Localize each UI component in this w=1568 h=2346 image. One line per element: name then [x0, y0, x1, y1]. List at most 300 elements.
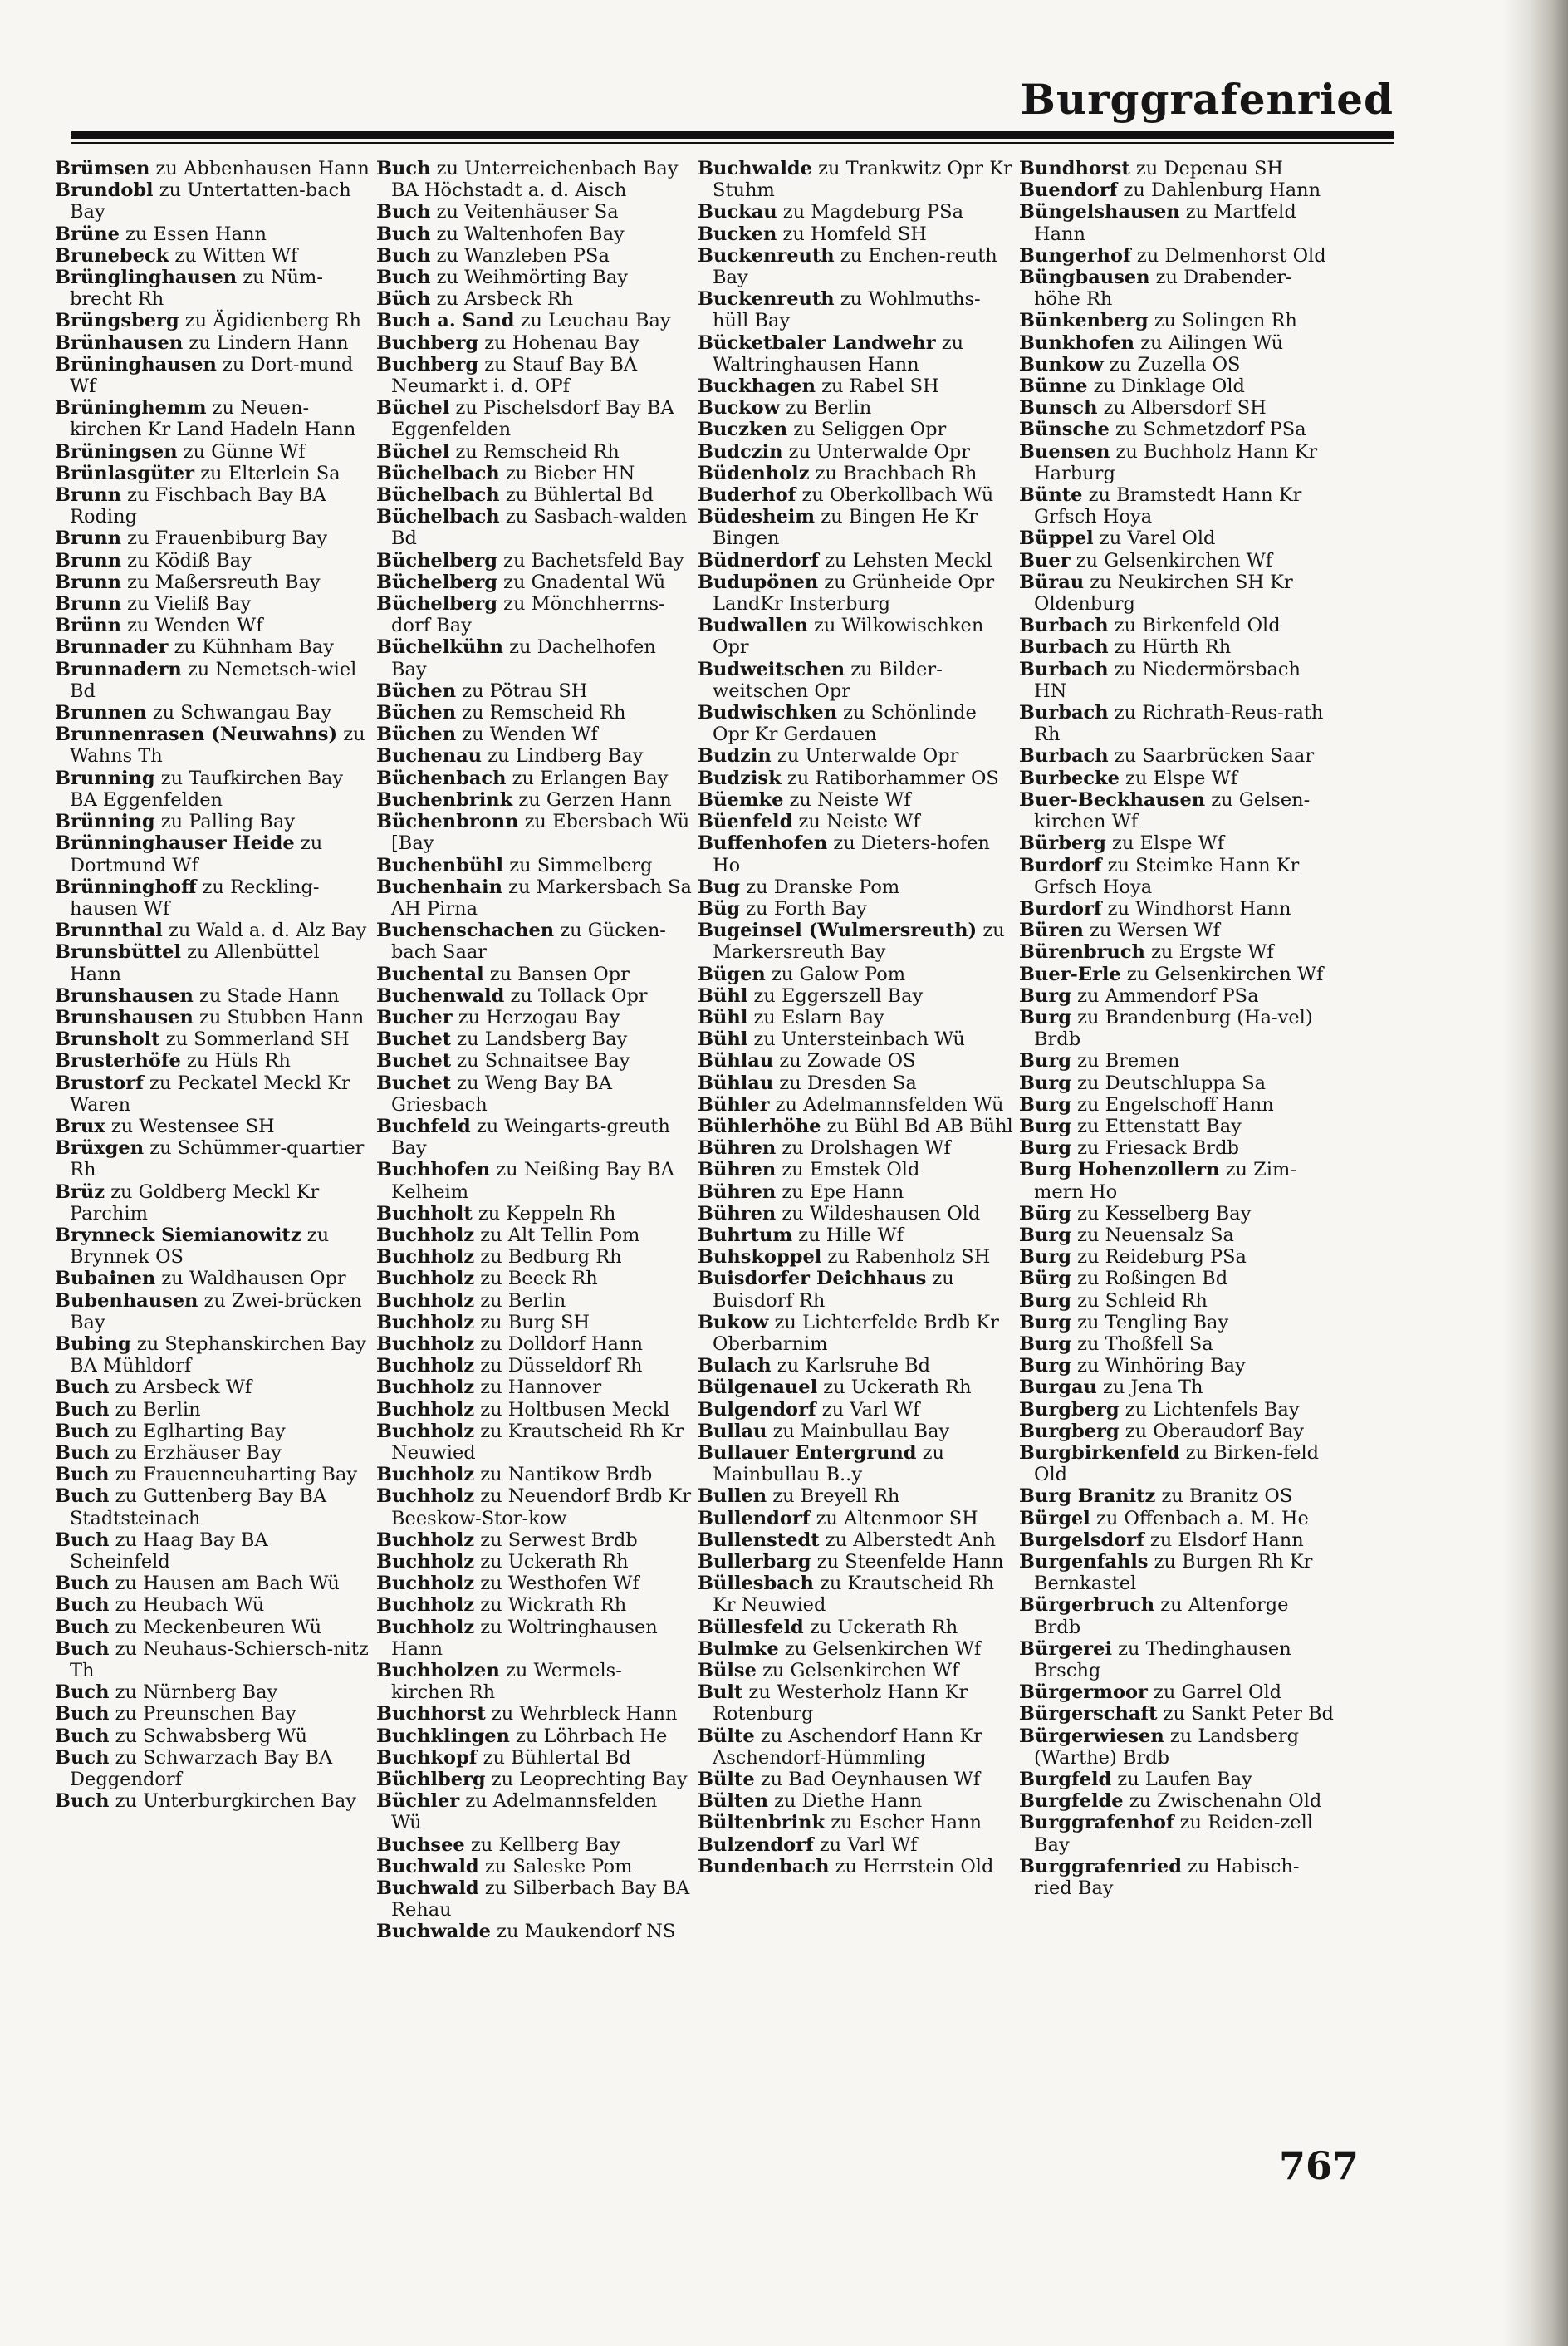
entry-location: zu Goldberg Meckl Kr Parchim [70, 1180, 320, 1225]
entry-headword: Bulgendorf [698, 1398, 816, 1421]
entry-location: zu Stephanskirchen Bay BA Mühldorf [70, 1333, 366, 1377]
entry-headword: Büdesheim [698, 506, 816, 528]
entry [55, 1028, 371, 1050]
entry-location: zu Zowade OS [773, 1050, 916, 1072]
entry [1019, 1137, 1335, 1159]
entry-location: zu Dolldorf Hann [474, 1333, 643, 1355]
entry [1019, 1769, 1335, 1790]
entry [376, 441, 693, 463]
entry-location: zu Gelsenkirchen Wf [778, 1637, 982, 1660]
entry-location: zu Eslarn Bay [747, 1006, 884, 1028]
entry-headword: Burgfeld [1019, 1769, 1112, 1791]
entry [1019, 1246, 1335, 1268]
entry [698, 1312, 1014, 1355]
entry-headword: Bukow [698, 1311, 769, 1333]
entry [1019, 1421, 1335, 1442]
entry-headword: Burg Branitz [1019, 1485, 1156, 1508]
entry-location: zu Leoprechting Bay [485, 1769, 688, 1791]
entry-location: zu Zwischenahn Old [1123, 1790, 1322, 1813]
entry-headword: Büchelberg [376, 549, 497, 572]
entry-location: zu Richrath-Reus-rath Rh [1034, 702, 1324, 746]
entry-location: zu Weng Bay BA Griesbach [391, 1072, 613, 1116]
entry-location: zu Neuensalz Sa [1071, 1224, 1234, 1246]
entry-headword: Burg [1019, 1006, 1071, 1028]
entry-location: zu Bedburg Rh [474, 1246, 622, 1269]
entry-headword: Brux [55, 1115, 105, 1137]
entry [698, 1442, 1014, 1485]
entry-location: zu Burg SH [474, 1311, 590, 1333]
entry-headword: Budweitschen [698, 658, 845, 680]
entry [376, 1246, 693, 1268]
entry-headword: Buffenhofen [698, 832, 828, 855]
entry [1019, 659, 1335, 702]
entry [1019, 1072, 1335, 1094]
entry [1019, 1355, 1335, 1377]
entry [376, 1268, 693, 1289]
entry [698, 615, 1014, 658]
entry-headword: Buisdorfer Deichhaus [698, 1268, 927, 1290]
entry-headword: Buchenwald [376, 984, 505, 1007]
entry-location: zu Alt Tellin Pom [474, 1224, 640, 1246]
entry-location: zu Gelsen-kirchen Wf [1034, 788, 1311, 833]
entry-headword: Bulmke [698, 1637, 779, 1660]
entry [698, 702, 1014, 745]
entry [376, 1877, 693, 1921]
entry-headword: Büchel [376, 440, 450, 463]
entry-location: zu Rabel SH [816, 375, 939, 398]
entry-location: zu Stauf Bay BA Neumarkt i. d. OPf [391, 353, 638, 398]
entry-headword: Büemke [698, 788, 784, 811]
entry-headword: Bühl [698, 1028, 748, 1051]
entry-location: zu Silberbach Bay BA Rehau [391, 1877, 690, 1921]
entry-headword: Bunkow [1019, 353, 1104, 375]
entry [55, 267, 371, 310]
entry [1019, 1312, 1335, 1333]
entry [698, 1638, 1014, 1660]
entry-headword: Buch [55, 1616, 110, 1638]
entry [698, 1050, 1014, 1072]
entry-location: zu Schwabsberg Wü [109, 1725, 307, 1747]
entry-headword: Buch [376, 223, 431, 245]
entry-headword: Bundhorst [1019, 158, 1130, 179]
entry-location: zu Frauenbiburg Bay [120, 528, 328, 550]
entry [55, 1116, 371, 1137]
entry [55, 528, 371, 549]
entry [55, 310, 371, 331]
entry [376, 506, 693, 549]
entry-location: zu Neuen-kirchen Kr Land Hadeln Hann [70, 397, 356, 441]
entry-location: zu Pötrau SH [456, 680, 588, 702]
entry-headword: Bühren [698, 1137, 777, 1160]
entry-headword: Burg [1019, 984, 1071, 1007]
entry-headword: Bühlau [698, 1050, 774, 1072]
entry-headword: Buensen [1019, 440, 1110, 463]
entry-location: zu Homfeld SH [777, 223, 927, 245]
entry-headword: Burgberg [1019, 1398, 1120, 1421]
entry-headword: Bürgel [1019, 1507, 1090, 1529]
entry [698, 1377, 1014, 1398]
entry-location: zu Pischelsdorf Bay BA Eggenfelden [391, 397, 674, 441]
entry-headword: Brünning [55, 811, 155, 833]
entry-location: zu Leuchau Bay [514, 310, 671, 332]
entry-headword: Buchholz [376, 1594, 475, 1617]
entry-location: zu Westhofen Wf [474, 1573, 639, 1595]
entry-headword: Buch [55, 1377, 110, 1399]
entry-location: zu Remscheid Rh [456, 702, 626, 724]
entry [376, 1050, 693, 1072]
entry [1019, 898, 1335, 920]
entry [376, 1703, 693, 1725]
entry-headword: Buckow [698, 397, 781, 420]
entry-headword: Büchenbach [376, 767, 507, 789]
entry-location: zu Schwarzach Bay BA Deggendorf [70, 1746, 333, 1791]
entry-headword: Burbach [1019, 658, 1109, 680]
entry [55, 397, 371, 440]
entry [1019, 1594, 1335, 1637]
entry-headword: Buhskoppel [698, 1246, 822, 1269]
entry-location: zu Rabenholz SH [821, 1246, 991, 1269]
entry-location: zu Uckerath Rh [803, 1616, 958, 1638]
entry [55, 1790, 371, 1812]
entry-headword: Büch [376, 288, 431, 311]
entry-headword: Burgbirkenfeld [1019, 1441, 1180, 1464]
entry [698, 332, 1014, 375]
entry [698, 1007, 1014, 1028]
column-2 [376, 158, 693, 2168]
entry-headword: Bühren [698, 1159, 777, 1181]
entry-headword: Buchental [376, 963, 484, 985]
entry [1019, 789, 1335, 832]
entry [698, 1072, 1014, 1094]
entry-headword: Burg [1019, 1093, 1071, 1116]
entry-location: zu Wickrath Rh [474, 1594, 627, 1617]
entry-location: zu Oberaudorf Bay [1119, 1420, 1304, 1442]
entry-headword: Brüz [55, 1180, 105, 1203]
entry [1019, 1638, 1335, 1681]
entry-headword: Buchwald [376, 1877, 479, 1900]
entry-headword: Bürg [1019, 1268, 1071, 1290]
entry [376, 310, 693, 331]
entry-headword: Buchet [376, 1028, 452, 1051]
entry-headword: Buchenau [376, 745, 483, 768]
entry-location: zu Simmelberg [503, 854, 653, 876]
entry [1019, 964, 1335, 985]
entry [55, 593, 371, 615]
entry-headword: Bullendorf [698, 1507, 811, 1529]
entry [698, 506, 1014, 549]
entry-headword: Buckau [698, 201, 777, 223]
entry-headword: Bürberg [1019, 832, 1106, 855]
entry-location: zu Seliggen Opr [787, 419, 947, 441]
entry-headword: Büdnerdorf [698, 549, 819, 572]
entry [376, 1921, 693, 1942]
entry-headword: Bundenbach [698, 1855, 830, 1877]
entry-location: zu Untertatten-bach Bay [70, 179, 351, 223]
entry-location: zu Landsberg (Warthe) Brdb [1034, 1725, 1300, 1769]
entry-headword: Buchholz [376, 1551, 475, 1573]
entry-location: zu Meckenbeuren Wü [109, 1616, 322, 1638]
entry-location: zu Uckerath Rh [817, 1377, 972, 1399]
entry-location: zu Saleske Pom [478, 1855, 633, 1877]
entry-headword: Burdorf [1019, 897, 1102, 920]
entry-headword: Buchholz [376, 1224, 475, 1246]
entry-headword: Bülse [698, 1660, 757, 1682]
entry [1019, 1333, 1335, 1355]
entry [1019, 354, 1335, 375]
entry-headword: Bürg [1019, 1202, 1071, 1225]
entry-headword: Buer-Beckhausen [1019, 788, 1206, 811]
entry-location: zu Lehsten Meckl [818, 549, 992, 572]
entry-location: zu Zwei-brücken Bay [70, 1289, 362, 1333]
entry-headword: Buchholz [376, 1246, 475, 1269]
entry-location: zu Wohlmuths-hüll Bay [713, 288, 981, 332]
entry-location: zu Sankt Peter Bd [1157, 1703, 1334, 1725]
entry-headword: Brynneck Siemianowitz [55, 1224, 301, 1246]
entry-location: zu Tollack Opr [504, 984, 648, 1007]
entry [55, 832, 371, 876]
entry [55, 1703, 371, 1725]
entry-location: zu Schwangau Bay [146, 702, 332, 724]
entry-headword: Buch [55, 1485, 110, 1508]
entry-headword: Brunn [55, 571, 121, 593]
entry-headword: Bürgerwiesen [1019, 1725, 1164, 1747]
entry-headword: Budczin [698, 440, 783, 463]
entry-headword: Budwallen [698, 615, 808, 637]
entry-headword: Büchelberg [376, 571, 497, 593]
entry-headword: Büchelbach [376, 484, 500, 507]
entry-location: zu Friesack Brdb [1071, 1137, 1239, 1160]
entry-location: zu Waltringhausen Hann [713, 331, 964, 375]
entry [698, 1028, 1014, 1050]
entry-headword: Buch [55, 1594, 110, 1617]
entry-location: zu Stubben Hann [193, 1006, 365, 1028]
entry-headword: Buchenhain [376, 876, 502, 898]
entry-headword: Brunshausen [55, 1006, 194, 1028]
entry-location: zu Westensee SH [105, 1115, 275, 1137]
entry-location: zu Waltenhofen Bay [430, 223, 625, 245]
entry-location: zu Remscheid Rh [449, 440, 620, 463]
entry [698, 158, 1014, 201]
entry-headword: Büllesbach [698, 1573, 814, 1595]
entry-headword: Bühl [698, 1006, 748, 1028]
entry [1019, 745, 1335, 767]
entry [698, 1116, 1014, 1137]
entry-location: zu Breyell Rh [767, 1485, 900, 1508]
entry-headword: Bullerbarg [698, 1551, 811, 1573]
entry [376, 201, 693, 223]
entry [376, 680, 693, 702]
entry-headword: Burg [1019, 1246, 1071, 1269]
entry [698, 201, 1014, 223]
entry [376, 223, 693, 245]
entry-headword: Brüningsen [55, 440, 178, 463]
entry-headword: Burbach [1019, 615, 1109, 637]
entry [1019, 1290, 1335, 1312]
entry-location: zu Oberkollbach Wü [796, 484, 994, 507]
entry [698, 419, 1014, 440]
entry-location: zu Aschendorf Hann Kr Aschendorf-Hümmling [713, 1725, 982, 1769]
entry-location: zu Hannover [474, 1377, 602, 1399]
entry [698, 985, 1014, 1007]
entry-headword: Bühl [698, 984, 748, 1007]
entry [376, 768, 693, 789]
entry-location: zu Ammendorf PSa [1071, 984, 1259, 1007]
entry-headword: Buchberg [376, 331, 479, 354]
entry [376, 593, 693, 636]
entry-location: zu Neiste Wf [792, 811, 920, 833]
entry-headword: Brunn [55, 593, 121, 616]
entry-location: zu Garrel Old [1147, 1681, 1282, 1704]
entry-location: zu Hille Wf [792, 1224, 904, 1246]
entry-headword: Buchberg [376, 353, 479, 375]
entry-headword: Burg [1019, 1115, 1071, 1137]
entry [376, 332, 693, 354]
entry-location: zu Nürnberg Bay [109, 1681, 278, 1704]
entry-headword: Brunshausen [55, 984, 194, 1007]
entry [376, 572, 693, 593]
entry-location: zu Neiste Wf [783, 788, 911, 811]
entry-location: zu Neuendorf Brdb Kr Beeskow-Stor-kow [391, 1485, 692, 1529]
entry-headword: Burbecke [1019, 767, 1120, 789]
entry [1019, 201, 1335, 244]
entry-location: zu Gelsenkirchen Wf [756, 1660, 959, 1682]
entry [1019, 941, 1335, 963]
entry-headword: Buchholz [376, 1616, 475, 1638]
entry [376, 745, 693, 767]
entry-location: zu Wersen Wf [1083, 920, 1220, 942]
entry-headword: Buchholz [376, 1311, 475, 1333]
entry [376, 397, 693, 440]
entry-headword: Brunnenrasen (Neuwahns) [55, 724, 338, 746]
entry-headword: Büenfeld [698, 811, 793, 833]
entry [376, 1485, 693, 1529]
entry-location: zu Mönchherrns-dorf Bay [391, 593, 665, 637]
entry [55, 1290, 371, 1333]
entry-location: zu Thoßfell Sa [1071, 1333, 1213, 1355]
entry [698, 768, 1014, 789]
entry-location: zu Elsdorf Hann [1144, 1529, 1304, 1551]
entry-headword: Bult [698, 1681, 743, 1704]
entry-headword: Brünhausen [55, 331, 184, 354]
entry-headword: Brüngsberg [55, 310, 179, 332]
entry-location: zu Kesselberg Bay [1071, 1202, 1252, 1225]
entry-headword: Bügen [698, 963, 766, 985]
entry-location: zu Zuzella OS [1103, 353, 1241, 375]
entry [698, 1573, 1014, 1616]
entry [376, 1660, 693, 1703]
entry-headword: Büchelbach [376, 462, 500, 484]
entry-headword: Büchen [376, 702, 457, 724]
entry-headword: Büchelkühn [376, 636, 503, 659]
entry-location: zu Elterlein Sa [194, 462, 341, 484]
entry-location: zu Adelmannsfelden Wü [391, 1790, 658, 1834]
entry-headword: Burg [1019, 1311, 1071, 1333]
entry [1019, 1681, 1335, 1703]
entry-location: zu Guttenberg Bay BA Stadtsteinach [70, 1485, 327, 1529]
entry [698, 1181, 1014, 1203]
entry-headword: Bulzendorf [698, 1833, 814, 1856]
entry [55, 636, 371, 658]
entry [698, 245, 1014, 288]
entry [1019, 1399, 1335, 1421]
entry-location: zu Habisch-ried Bay [1034, 1855, 1300, 1900]
entry [698, 1529, 1014, 1551]
entry [1019, 310, 1335, 331]
entry-location: zu Saarbrücken Saar [1108, 745, 1315, 768]
entry-headword: Buendorf [1019, 179, 1118, 202]
entry-headword: Buchholzen [376, 1660, 500, 1682]
entry-location: zu Unterreichenbach Bay BA Höchstadt a. d. Aisch [391, 158, 679, 202]
entry-location: zu Lindern Hann [183, 331, 349, 354]
entry-headword: Burgberg [1019, 1420, 1120, 1442]
entry-location: zu Gerzen Hann [512, 788, 672, 811]
entry [698, 223, 1014, 245]
entry-headword: Brunnen [55, 702, 147, 724]
entry-location: zu Herzogau Bay [452, 1006, 620, 1028]
entry-location: zu Reiden-zell Bay [1034, 1812, 1314, 1856]
entry-headword: Budupönen [698, 571, 819, 593]
entry-location: zu Forth Bay [740, 897, 867, 920]
entry-headword: Buhrtum [698, 1224, 793, 1246]
entry-headword: Buckenreuth [698, 244, 835, 267]
entry [698, 659, 1014, 702]
entry-headword: Bünne [1019, 375, 1088, 398]
entry-headword: Büren [1019, 920, 1084, 942]
entry [1019, 484, 1335, 528]
entry-location: zu Birken-feld Old [1034, 1441, 1320, 1486]
entry-location: zu Beeck Rh [474, 1268, 598, 1290]
entry-location: zu Ettenstatt Bay [1071, 1115, 1242, 1137]
entry-headword: Buch [55, 1703, 110, 1725]
entry [1019, 1225, 1335, 1246]
entry-headword: Brunn [55, 549, 121, 572]
entry-headword: Burgenfahls [1019, 1551, 1149, 1573]
entry-location: zu Maukendorf NS [490, 1921, 676, 1943]
entry [55, 179, 371, 223]
entry-headword: Buchet [376, 1072, 452, 1094]
entry-headword: Buchklingen [376, 1725, 510, 1747]
entry-headword: Büchler [376, 1790, 460, 1813]
entry-location: zu Wanzleben PSa [430, 244, 610, 267]
entry-location: zu Winhöring Bay [1071, 1355, 1246, 1377]
entry-location: zu Peckatel Meckl Kr Waren [70, 1072, 350, 1116]
entry [698, 463, 1014, 484]
entry-headword: Buch [55, 1464, 110, 1486]
entry-location: zu Varl Wf [816, 1398, 920, 1421]
entry-headword: Brunning [55, 767, 155, 789]
entry-location: zu Galow Pom [765, 963, 906, 985]
entry-location: zu Nantikow Brdb [474, 1464, 653, 1486]
entry-location: zu Weingarts-greuth Bay [391, 1115, 670, 1160]
entry [376, 1355, 693, 1377]
entry-location: zu Niedermörsbach HN [1034, 658, 1301, 702]
entry-headword: Büngbausen [1019, 267, 1150, 289]
entry-location: zu Reckling-hausen Wf [70, 876, 320, 920]
entry [1019, 1856, 1335, 1899]
entry-location: zu Unterwalde Opr [782, 440, 971, 463]
entry-location: zu Solingen Rh [1148, 310, 1297, 332]
entry-location: zu Hausen am Bach Wü [109, 1573, 340, 1595]
entry [376, 158, 693, 201]
entry-headword: Büchelbach [376, 506, 500, 528]
entry-headword: Brunn [55, 484, 121, 507]
entry [376, 1312, 693, 1333]
entry-headword: Burg [1019, 1333, 1071, 1355]
entry [1019, 1050, 1335, 1072]
entry-location: zu Magdeburg PSa [777, 201, 964, 223]
entry-location: zu Serwest Brdb [474, 1529, 638, 1551]
entry-headword: Büchlberg [376, 1769, 486, 1791]
